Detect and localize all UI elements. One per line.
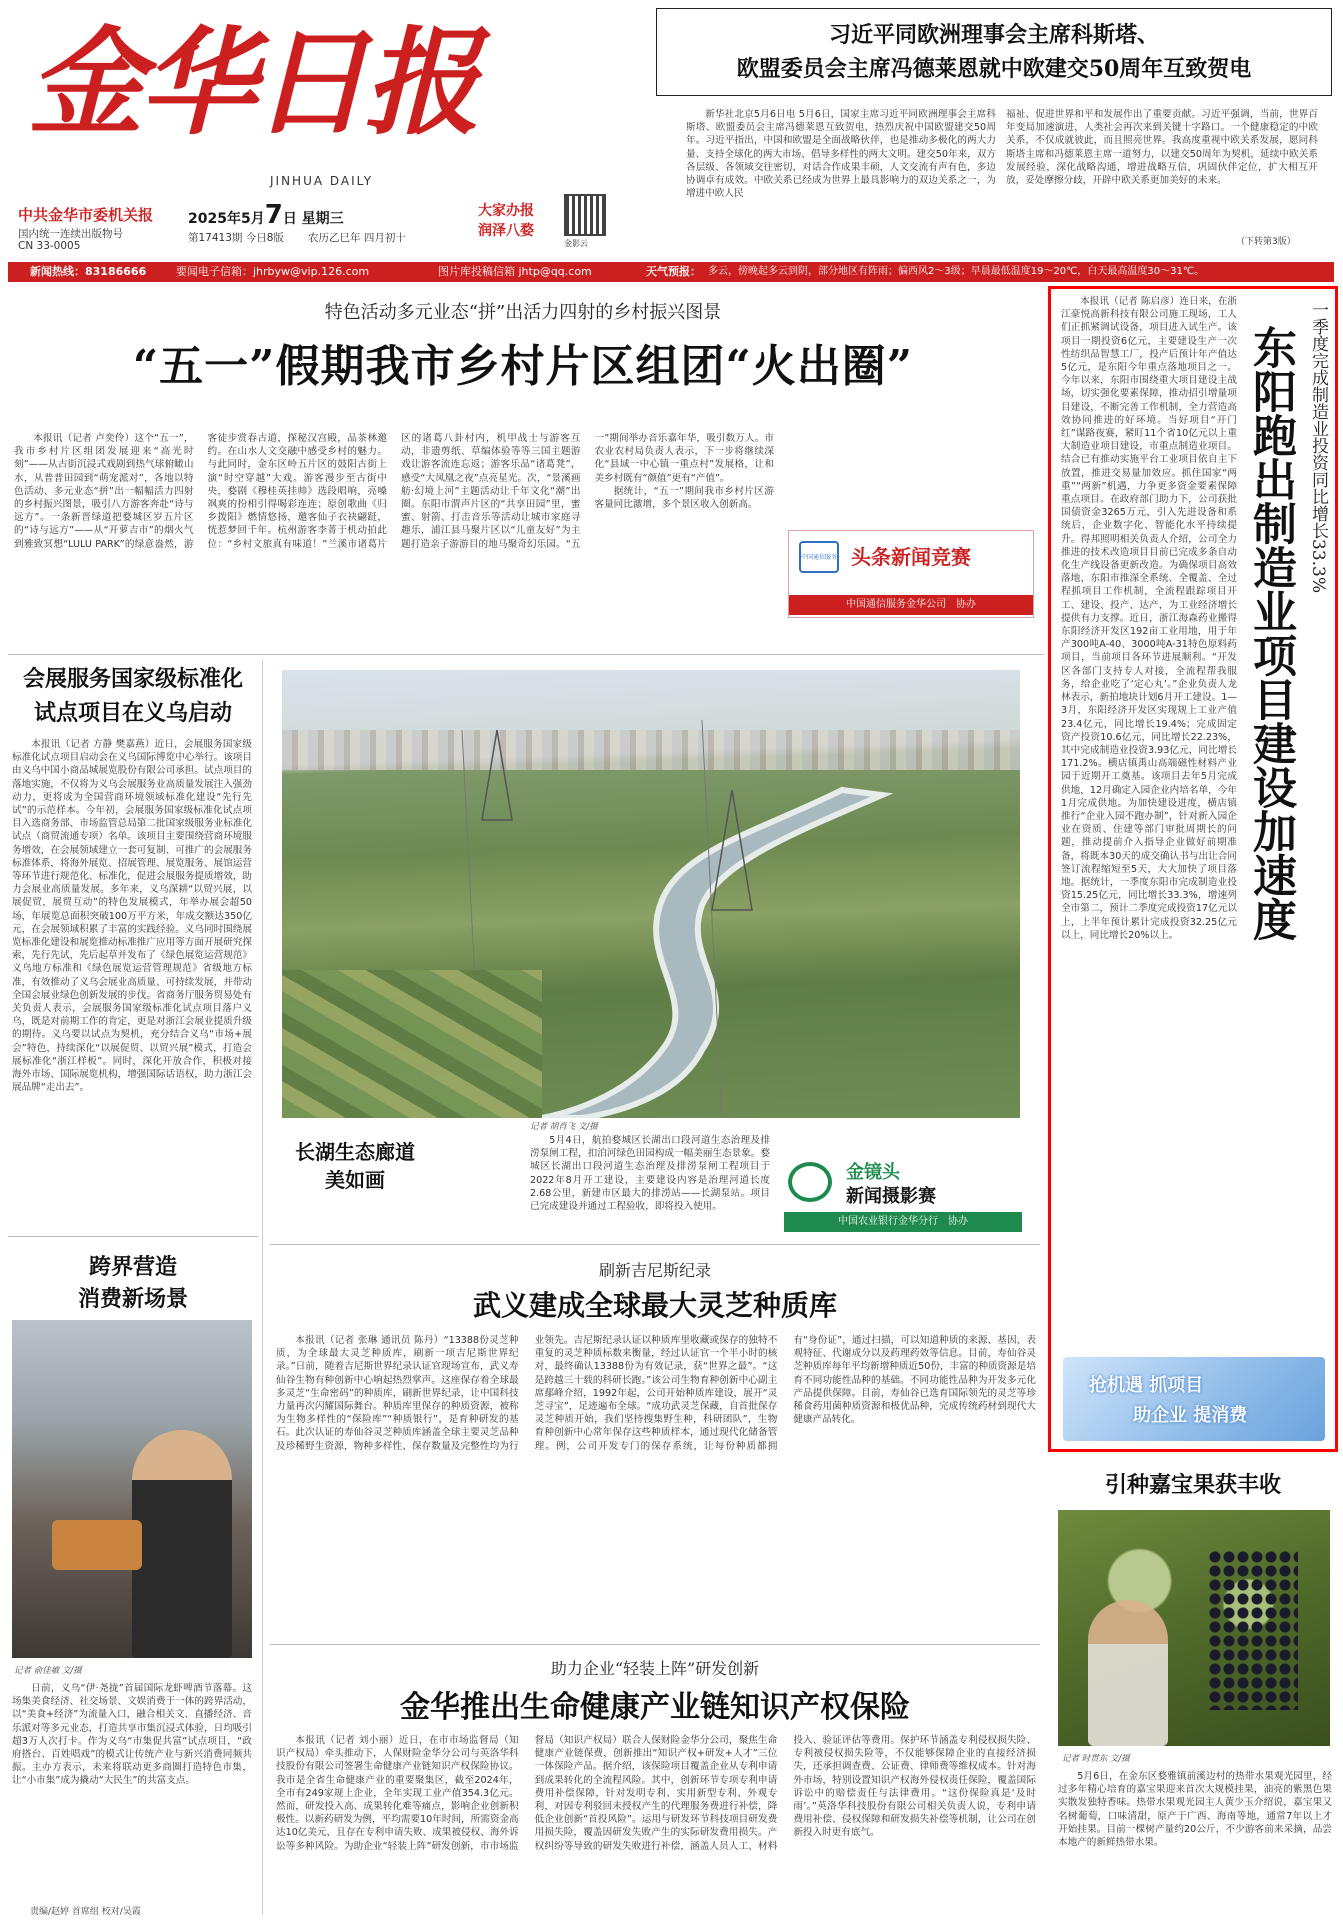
top-story-col2: 福祉、促进世界和平和发展作出了重要贡献。习近平强调，当前，世界百年变局加速演进，人类社会再次来到关键十字路口。一个健康稳定的中欧关系，不仅成就彼此，而且照亮世界。我高度重视中欧关系发展，愿同科斯塔主席和冯德莱恩主席一道努力，以建交50周年为契机，延续中欧关系发展经验，深化战略沟通，增进战略互信，巩固伙伴定位，扩大相互开放，妥处摩擦分歧，开辟中欧关系更加美好的未来。 bbox=[1006, 109, 1318, 187]
banner-line2: 助企业 提消费 bbox=[1133, 1405, 1248, 1426]
fruit-cluster bbox=[1208, 1550, 1298, 1710]
weather-forecast: 多云，傍晚起多云到阴，部分地区有阵雨；偏西风2～3级；早晨最低温度19～20℃，白天最高温度30～31℃。 bbox=[708, 266, 1205, 277]
jaboticaba-photo bbox=[1058, 1510, 1330, 1746]
river-caption-line1: 长湖生态廊道 bbox=[295, 1140, 415, 1164]
divider-left-col bbox=[262, 660, 263, 1915]
ipr-body: 本报讯（记者 刘小丽）近日，在市市场监督局（知识产权局）牵头推动下，人保财险金华分公司与英洛华科技股份有限公司签署生命健康产业链知识产权保险协议。我市是全省生命健康产业的重要聚集区，截至2024年，全市有249家规上企业，全年实现工业产值354.3亿元。然而，研发投入高、成果转化难等痛点，影响企业创新积极性。以新药研发为例，平均需要10年时间，所需资金高达10亿美元，且存在专利申请失败、成果被侵权、海外诉讼等多种风险。为助企业“轻装上阵”研发创新，市市场监督局（知识产权局）联合人保财险金华分公司，聚焦生命健康产业链保费，创新推出“知识产权+研发+人才”三位一体保险产品。据介绍，该保险项目覆盖企业从专利申请到成果转化的全流程风险。其中，创新环节专项专利申请费用补偿保障，针对发明专利、实用新型专利、外观专利，对因专利驳回未授权产生的代理服务费进行补偿，降低企业创新“首投风险”。运用与研发环节科技项目研发费用损失险，覆盖因研发失败产生的实际研发费用损失。产权纠纷等导致的研发失败进行补偿，涵盖人员人工、材料投入、验证评估等费用。保护环节涵盖专利侵权损失险、专利被侵权损失险等，不仅能够保障企业的直接经济损失，还承担调查费、公证费、律师费等维权成本。针对海外市场，特别设置知识产权海外侵权责任保险，覆盖国际诉讼中的赔偿责任与法律费用。“这份保险真是‘及时雨’。”英洛华科技股份有限公司相关负责人说，专利申请费用补偿、侵权保障和研发损失补偿等机制，让公司在创新投入时更有底气。 bbox=[276, 1735, 1036, 1852]
right-feature-title: 东阳跑出制造业项目建设加速度 bbox=[1245, 325, 1296, 941]
side-story-title-line1: 会展服务国家级标准化 bbox=[22, 666, 243, 692]
masthead bbox=[8, 4, 648, 262]
date-day: 7 bbox=[264, 200, 283, 230]
cross-border-title-line1: 跨界营造 bbox=[88, 1254, 177, 1280]
lead-story-title: “五一”假期我市乡村片区组团“火出圈” bbox=[132, 341, 914, 392]
jaboticaba-credit: 记者 时贯东 文/摄 bbox=[1062, 1754, 1130, 1764]
photo-email[interactable]: 图片库投稿信箱 jhtp@qq.com bbox=[438, 265, 592, 278]
masthead-slogan bbox=[478, 200, 534, 240]
date-rest: 日 星期三 bbox=[282, 211, 344, 227]
top-story-continued: （下转第3版） bbox=[1236, 237, 1296, 247]
camera-icon bbox=[788, 1162, 832, 1202]
masthead-issue: 第17413期 今日8版 bbox=[188, 232, 284, 244]
masthead-pinyin: JINHUA DAILY bbox=[270, 174, 374, 188]
top-story bbox=[656, 8, 1332, 260]
divider-lingzhi bbox=[270, 1644, 1040, 1645]
hotline: 新闻热线：83186666 bbox=[30, 265, 147, 278]
slogan-line1: 大家办报 bbox=[478, 203, 534, 219]
farm-fields bbox=[282, 970, 542, 1118]
ipr-story bbox=[270, 1650, 1040, 1918]
masthead-code-line2: CN 33-0005 bbox=[18, 240, 81, 252]
masthead-logo: 金华日报 bbox=[28, 15, 476, 151]
gold-title-line2: 新闻摄影赛 bbox=[846, 1186, 936, 1207]
side-story-body: 本报讯（记者 方静 樊嘉燕）近日，会展服务国家级标准化试点项目启动会在义乌国际博览中心举行。该项目由义乌中国小商品城展览股份有限公司承担。试点项目的落地实施，不仅将为义乌会展服务业高质量发展注入强劲动力，更将成为全国营商环境领域标准化建设“先行先试”的示范样本。今年初，会展服务国家级标准化试点项目入选商务部、市场监管总局第二批国家级服务业标准化试点（商贸流通专项）名单。该项目主要围绕营商环境服务增效，在会展领域建立一套可复制、可推广的会展服务标准体系，将海外展览、招展管理、展览服务、展馆运营等环节进行规范化、标准化，促进会展服务提质增效，助力会展业高质量发展。多年来，义乌深耕“以贸兴展，以展促贸，展贸互动”的特色发展模式，年举办展会超50场，年展览总面积突破100万平方米，年成交额达350亿元，在会展领域积累了丰富的实践经验。义乌同时围绕展览标准化建设和展览推动标准推广应用等方面开展研究探索，先行先试，先后起草并发布了《绿色展览运营规范》义乌地方标准和《绿色展览运营管理规范》省级地方标准，有效推动了义乌会展业高质量、可持续发展，并带动全国会展业绿色创新发展的步伐。省商务厅服务贸易处有关负责人表示，会展服务国家级标准化试点项目落户义乌，既是对前期工作的肯定，更是对浙江会展业提质升级的期待。义乌要以试点为契机，充分结合义乌“市场+展会”特色，持续深化“以展促贸、以贸兴展”模式，打造会展标准化“浙江样板”。同时，深化开放合作，积极对接海外市场、国际展览机构，增强国际话语权，助力浙江会展品牌“走出去”。 bbox=[12, 739, 252, 1094]
masthead-code-line1: 国内统一连续出版物号 bbox=[18, 228, 123, 240]
info-bar bbox=[8, 262, 1334, 282]
right-feature bbox=[1048, 286, 1338, 1452]
masthead-date bbox=[188, 200, 344, 230]
lead-story-subtitle: 特色活动多元业态“拼”出活力四射的乡村振兴图景 bbox=[324, 302, 722, 323]
food-tray bbox=[52, 1520, 142, 1570]
gold-title-line1: 金镜头 bbox=[846, 1162, 900, 1183]
qr-caption: 金影云 bbox=[564, 239, 588, 248]
china-comservice-logo: 中国通信服务 bbox=[799, 541, 839, 573]
banner-line1: 抢机遇 抓项目 bbox=[1089, 1375, 1204, 1396]
masthead-org: 中共金华市委机关报 bbox=[18, 206, 154, 224]
divider-lead bbox=[8, 654, 1044, 655]
river-credit: 记者 胡肖飞 文/摄 bbox=[530, 1122, 598, 1132]
divider-photo1 bbox=[270, 1244, 1040, 1245]
jaboticaba-title: 引种嘉宝果获丰收 bbox=[1104, 1472, 1281, 1498]
river-photo bbox=[282, 670, 1020, 1118]
lingzhi-title: 武义建成全球最大灵芝种质库 bbox=[472, 1289, 837, 1322]
river-text: 5月4日，航拍婺城区长湖出口段河道生态治理及排涝泵闸工程，扣泊河绿色田园构成一幅美丽生态景象。婺城区长湖出口段河道生态治理及排涝泵闸工程项目于2022年8月开工建设，主要建设内容是治理河道长度2.68公里，新建市区最大的排涝站——长湖泵站。项目已完成建设并通过工程验收，即将投入使用。 bbox=[530, 1135, 770, 1213]
cross-border-credit: 记者 俞佳敏 文/摄 bbox=[14, 1666, 82, 1676]
lead-story bbox=[8, 290, 1038, 640]
right-feature-banner[interactable] bbox=[1063, 1357, 1325, 1441]
news-email[interactable]: 要闻电子信箱：jhrbyw@vip.126.com bbox=[176, 265, 370, 278]
top-story-col1: 新华社北京5月6日电 5月6日，国家主席习近平同欧洲理事会主席科斯塔、欧盟委员会主席冯德莱恩互致贺电，热烈庆祝中国欧盟建交50周年。习近平指出，中国和欧盟是全面战略伙伴，也是推动多极化的两大力量、支持全球化的两大市场、倡导多样性的两大文明。建交50年来，双方各层级、各领域交往密切，对话合作成果丰硕，人文交流有声有色，多边协调卓有成效。中欧关系已经成为世界上最具影响力的双边关系之一，为增进中欧人民 bbox=[686, 109, 996, 200]
ipr-title: 金华推出生命健康产业链知识产权保险 bbox=[400, 1690, 910, 1725]
cross-border-body: 日前，义乌“伊·尧拢”首届国际龙虾啤酒节落幕。这场集美食经济、社交场景、文娱消费于一体的跨界活动，以“美食+经济”为流量入口，融合相关文、直播经济、音乐派对等多元业态，打造共享市集沉浸式体验，日均吸引超3万人次打卡。作为义乌“市集促共富”试点项目，“政府搭台、百姓唱戏”的模式让传统产业与新兴消费同频共振。主办方表示，未来将联动更多商圈打造特色市集，让“小市集”成为撬动“大民生”的共富支点。 bbox=[12, 1683, 252, 1787]
ipr-subtitle: 助力企业“轻装上阵”研发创新 bbox=[550, 1659, 760, 1678]
date-year-month: 2025年5月 bbox=[188, 211, 265, 227]
lingzhi-body: 本报讯（记者 张琳 通讯员 陈丹）“13388份灵芝种质，为全球最大灵芝种质库，刷新一项吉尼斯世界纪录。”日前，随着吉尼斯世界纪录认证官现场宣布，武义寿仙谷生物有种创新中心响起热烈掌声。这座保存着全球最多灵芝“生命密码”的种质库，刷新世界纪录，让中国科技力量再次闪耀国际舞台。种质库里保存的种质资源，被称为生物多样性的“保险库”“种质银行”，是育种研发的基石。此次认证的寿仙谷灵芝种质库涵盖全球主要灵芝品种及珍稀野生资源，物种多样性、保存数量及完整性均为行业领先。吉尼斯纪录认证以种质库里收藏或保存的独特不重复的灵芝种质标数来衡量，经过认证官一个半小时的核对，最终确认13388份为有效记录，获“世界之最”。“这是跨越三十载的科研长跑。”该公司生物育种创新中心副主席鄢峰介绍，1992年起，公司开始种质库建设，展开“灵芝寻宝”，足迹遍布全球。“成功武灵芝保藏，自首批保存灵芝种质开始，我们坚持搜集野生种，科研团队”，生物育种创新中心常年保存这些种质样本，通过现代化储备管理。例，公司开发专门的保存系统，让每份种质都拥有“身份证”，通过扫描，可以知道种质的来源、基因、表观特征、代谢成分以及药理药效等信息。目前，寿仙谷灵芝种质库每年平均新增种质近50份，丰富的种质资源是培育不同功能性品种的基础。不同功能性品种为开发多元化产品提供保障。目前，寿仙谷已选育国际领先的灵芝等珍稀食药用菌种质资源和极优品种，完成传统药材到现代大健康产品转化。 bbox=[276, 1335, 1036, 1452]
vendor-figure bbox=[132, 1430, 232, 1658]
contest-ad[interactable] bbox=[788, 530, 1034, 618]
river-caption-line2: 美如画 bbox=[325, 1168, 385, 1192]
side-story-title-line2: 试点项目在义乌启动 bbox=[33, 700, 232, 726]
lead-story-body: 本报讯（记者 卢奕伶）这个“五一”，我市乡村片区组团发展迎来“高光时刻”——从古街沉浸式戏剧到热气球俯瞰山水，从普普田园到“萌宠派对”，各地以特色活动、多元业态“拼”出一幅幅活力四射的乡村振兴图景，吸引八方游客奔赴“诗与远方”。一条新晋绿道把婺城区岁五片区的“诗与远方”——从“开萝吉市”的烟火气到雅致冥想“LULU PARK”的绿意盎然，游客徒步赏春古道，探秘汉宫殿，品茶林邀约。在山水人文交融中感受乡村的魅力。与此同时，金东区岭五片区的鼓阳古街上演“时空穿越”大戏。游客漫步至古街中央，婺剧《穆桂英挂帅》选段唱响，亮嗓飒爽的扮相引得喝彩连连；原创歌曲《归乡拨阳》燃情悠扬，邀客仙子衣袂翩跹，恍惹梦回千年。杭州游客李菁于机动拍此位：“乡村文旅真有味道！”兰溪市诸葛片区的诸葛八卦村内，机甲战士与游客互动，非遗剪纸、草编体验等等三国主题游戏让游客流连忘返；游客乐品“诸葛凳”，感受“大凤凰之夜”点亮星光。次，“景溪画舫·幻境上河”主题活动让千年文化“潮”出圈。东阳市渭声片区的“共享田园”里，蜜蜜、射箭、打击音乐等活动让城市家庭寻趣乐，浦江县马聚片区以“儿童友好”为主题打造亲子游游目的地马聚奇幻乐园。“五一”期间举办音乐嘉年华，吸引数万人。市农业农村局负责人表示，下一步将继续深化“县域一中心镇一重点村”发展格，让和美乡村既有“颜值”更有“产值”。 据统计，“五一”期间我市乡村片区游客量同比激增，多个景区收入创新高。 bbox=[14, 433, 774, 550]
jaboticaba-text: 5月6日，在金东区婺雅镇前溪边村的热带水果观光园里，经过多年精心培育的嘉宝果迎来首次大规模挂果，油亮的紫黑色果实散发独特香味。热带水果观光园主人黄少玉介绍说，嘉宝果又名树葡萄，口味清甜，原产于广西、海南等地，通常7年以上才开始挂果。目前一棵树产量约20公斤，不少游客前来采摘，品尝本地产的新鲜热带水果。 bbox=[1058, 1771, 1332, 1849]
contest-sponsor: 中国通信服务金华公司 协办 bbox=[789, 595, 1033, 615]
right-feature-body-top: 本报讯（记者 陈启彦）连日来，在浙江豪悦高新科技有限公司施工现场，工人们正抓紧调试设备，项目进入试生产。该项目一期投资6亿元，主要建设生产一次性纺织品智慧工厂，投产后预计年产值达5亿元，是东阳今年重点落地项目之一。今年以来，东阳市围绕重大项目建设主战场，切实强化要素保障，推动招引增量项目建设，不断完善工作机制，全力营造高效协同推进的好环境。当好项目“开门红”谋路夜赛，紧盯11个省10亿元以上重大制造业项目建设，市重点制造业项目。结合已有推动实施平台工业项目依自主下放置，推进交易量加效应。抓住国家“两重”“两新”机遇，力争更多资金要素保障重点项目。在政府部门助力下，公司获批国债资金3265万元，引入先进设备和系统后，企业数字化、智能化水平持续提升。得邦照明相关负责人介绍，公司全力推进的技术改造项目目前已完成多条自动化生产线设备更新改造。为确保项目高效落地，东阳市推深全系统、全覆盖、全过程抓项目工作机制，全流程跟踪项目开工、建设、投产、达产，为工业经济增长提供有力支撑。近日，浙江海森药业搬得东阳经济开发区192亩工业用地，用于年产300吨A-40、3000吨A-31特色原料药项目，当前项目各环节进展顺利。“开发区各部门支持专人对接，全流程帮我服务，给企业吃了‘定心丸’。”企业负责人龙林表示，新拍地块计划6月开工建设。1—3月，东阳经济开发区实现规上工业产值23.4亿元，同比增长19.4%；完成固定资产投资10.6亿元，同比增长22.23%，其中完成制造业投资3.93亿元，同比增长171.2%。横店镇禹山高端磁性材料产业园于近期开工奠基。该项目去年5月完成供地，12月确定入园企业内培名单，今年1月完成供地。为加快建设进度，横店镇推行“企业入园不跑办制”，针对新入园企业在资质、住建等部门审批周期长的问题，推动提前介入指导企业做好前期准备，将既本30天的成交确认书与出让合同签订流程缩短至5天，大大加快了项目落地。据统计，一季度东阳市完成制造业投资15.25亿元，同比增长33.3%，增速列全市第二，预计二季度完成投资17亿元以上，上半年预计累计完成投资32.25亿元以上，同比增长20%以上。 bbox=[1061, 296, 1237, 941]
masthead-lunar: 农历乙巳年 四月初十 bbox=[308, 232, 406, 244]
lingzhi-subtitle: 刷新吉尼斯纪录 bbox=[598, 1261, 711, 1280]
gold-lens-ad[interactable] bbox=[784, 1156, 1022, 1234]
divider-left-mid bbox=[8, 1236, 258, 1237]
top-story-title-line1: 习近平同欧洲理事会主席科斯塔、 bbox=[828, 22, 1159, 48]
weather-label: 天气预报： bbox=[646, 265, 701, 278]
qr-code[interactable] bbox=[564, 194, 606, 236]
contest-title: 头条新闻竞赛 bbox=[851, 545, 971, 569]
festival-photo bbox=[12, 1320, 252, 1658]
right-feature-subtitle: 一季度完成制造业投资同比增长33.3% bbox=[1308, 301, 1328, 594]
lingzhi-story bbox=[270, 1250, 1040, 1638]
slogan-line2: 润泽八婺 bbox=[478, 223, 534, 239]
footer-editors: 责编/赵婷 首席组 校对/吴霞 bbox=[30, 1907, 141, 1917]
side-story bbox=[8, 660, 258, 1230]
gold-sponsor: 中国农业银行金华分行 协办 bbox=[784, 1212, 1022, 1232]
farmer-figure bbox=[1088, 1600, 1168, 1746]
cross-border-title-line2: 消费新场景 bbox=[77, 1286, 188, 1312]
top-story-title-line2: 欧盟委员会主席冯德莱恩就中欧建交50周年互致贺电 bbox=[736, 56, 1252, 82]
